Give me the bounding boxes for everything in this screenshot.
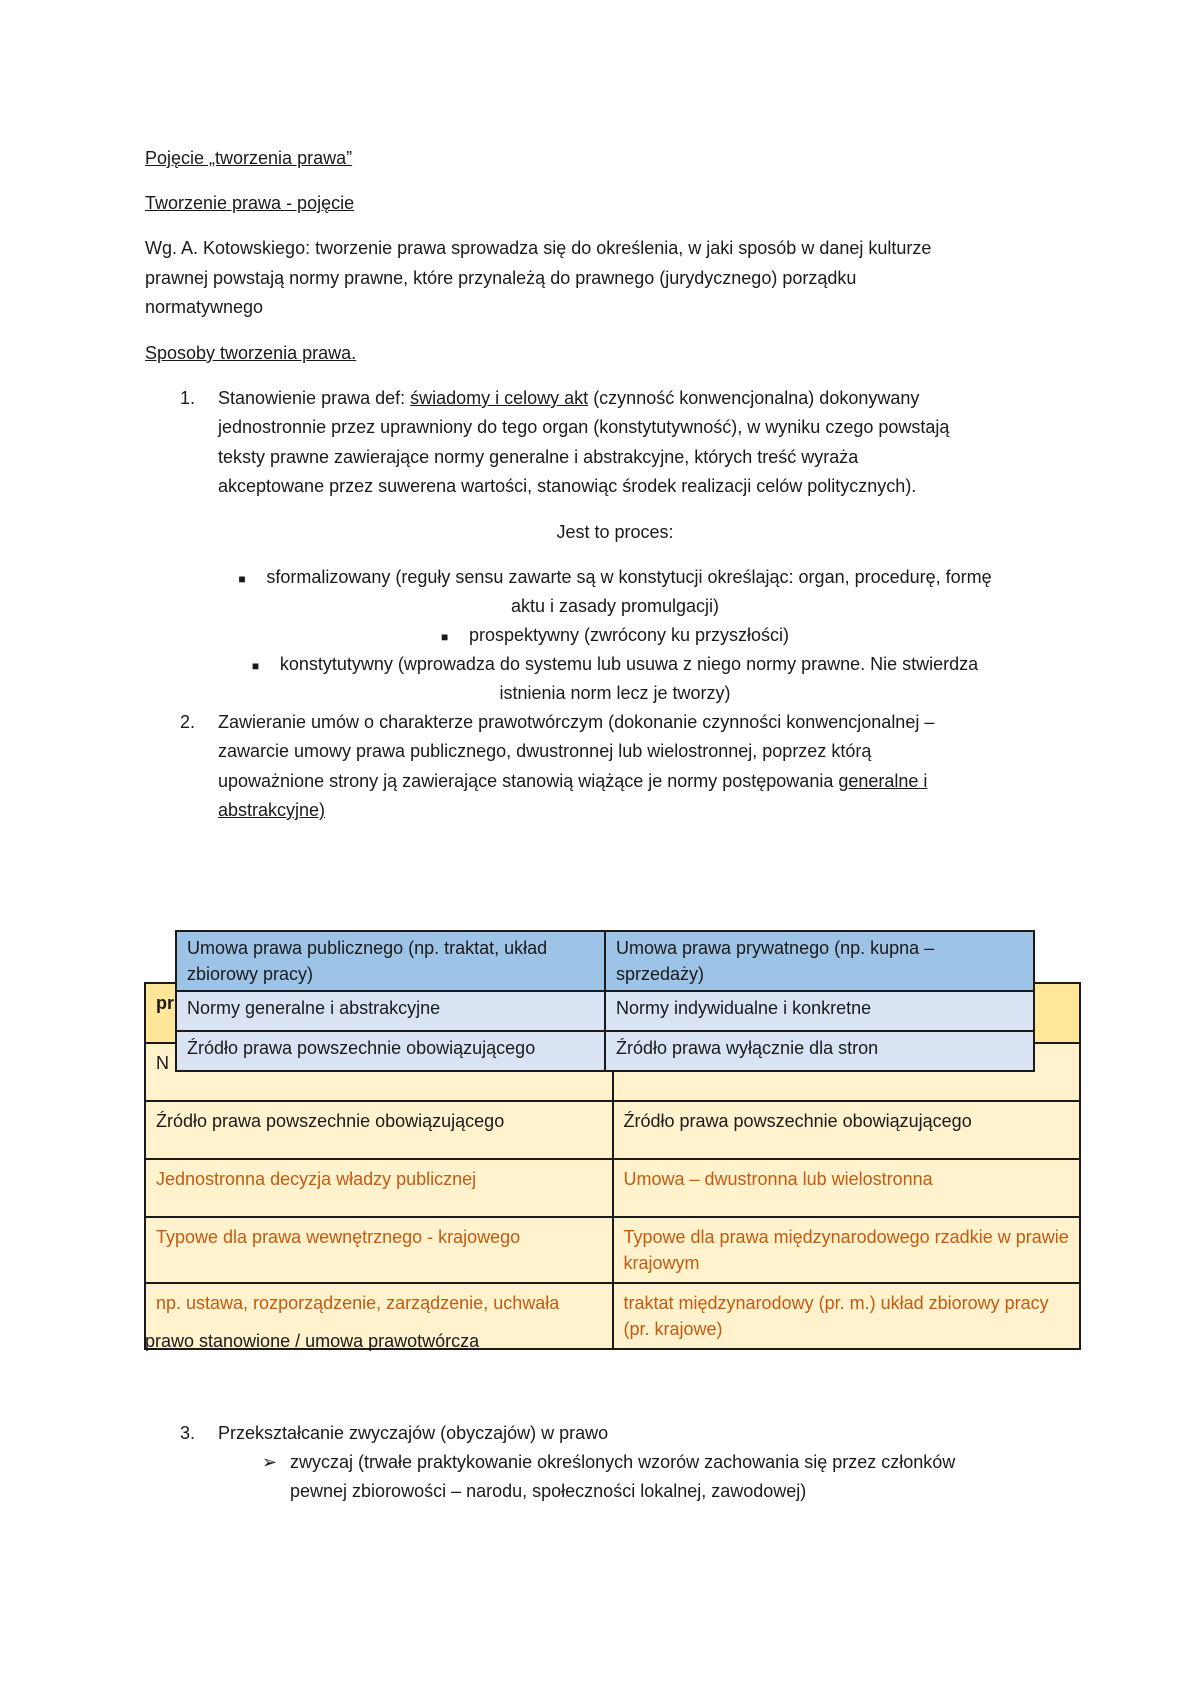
comparison-table-front <box>175 930 1035 1072</box>
item-2-line-3: upoważnione strony ją zawierające stanowią wiążące je normy postępowania generalne i <box>218 771 928 791</box>
item-1-line-1: Stanowienie prawa def: świadomy i celowy akt (czynność konwencjonalna) dokonywany <box>218 388 920 408</box>
bullet-icon: ■ <box>238 572 246 586</box>
page-title: Pojęcie „tworzenia prawa” <box>145 148 353 168</box>
back-cell: np. ustawa, rozporządzenie, zarządzenie, uchwała <box>145 1283 613 1349</box>
item-3-text: Przekształcanie zwyczajów (obyczajów) w prawo <box>218 1423 609 1443</box>
back-cell: Typowe dla prawa wewnętrznego - krajowego <box>145 1217 613 1283</box>
bullet-2: ■ prospektywny (zwrócony ku przyszłości) <box>145 624 1085 648</box>
back-cell: Typowe dla prawa międzynarodowego rzadkie w prawie krajowym <box>613 1217 1081 1283</box>
item-2-number: 2. <box>180 712 196 732</box>
front-cell: Źródło prawa wyłącznie dla stron <box>605 1031 1034 1071</box>
item-2-line-4: abstrakcyjne) <box>218 800 326 820</box>
front-cell: Źródło prawa powszechnie obowiązującego <box>176 1031 605 1071</box>
back-cell: traktat międzynarodowy (pr. m.) układ zbiorowy pracy (pr. krajowe) <box>613 1283 1081 1349</box>
arrow-bullet-icon: ➢ <box>262 1452 278 1472</box>
item-3-number: 3. <box>180 1423 196 1443</box>
back-cell: Jednostronna decyzja władzy publicznej <box>145 1159 613 1217</box>
front-cell: Normy generalne i abstrakcyjne <box>176 991 605 1031</box>
back-header-left: pr <box>145 983 613 1043</box>
back-cell: Źródło prawa powszechnie obowiązującego <box>613 1101 1081 1159</box>
table-caption: prawo stanowione / umowa prawotwórcza <box>145 1331 480 1351</box>
item-1-line-4: akceptowane przez suwerena wartości, stanowiąc środek realizacji celów politycznych). <box>218 476 917 496</box>
front-header-left: Umowa prawa publicznego (np. traktat, układ zbiorowy pracy) <box>176 931 605 991</box>
item-1-line-2: jednostronnie przez uprawniony do tego organ (konstytutywność), w wyniku czego powstają <box>218 417 950 437</box>
back-row-norms-left: N <box>145 1043 613 1101</box>
front-cell: Normy indywidualne i konkretne <box>605 991 1034 1031</box>
definition-line-3: normatywnego <box>145 297 264 317</box>
item-2-line-2: zawarcie umowy prawa publicznego, dwustronnej lub wielostronnej, poprzez którą <box>218 741 872 761</box>
section-subtitle: Tworzenie prawa - pojęcie <box>145 193 355 213</box>
front-header-right: Umowa prawa prywatnego (np. kupna – sprzedaży) <box>605 931 1034 991</box>
item-2-line-1: Zawieranie umów o charakterze prawotwórczym (dokonanie czynności konwencjonalnej – <box>218 712 935 732</box>
item-1-number: 1. <box>180 388 196 408</box>
back-cell: Umowa – dwustronna lub wielostronna <box>613 1159 1081 1217</box>
definition-line-2: prawnej powstają normy prawne, które przynależą do prawnego (jurydycznego) porządku <box>145 268 857 288</box>
bullet-3-line-2: istnienia norm lecz je tworzy) <box>499 683 731 703</box>
bullet-icon: ■ <box>251 659 260 673</box>
bullet-1-line-2: aktu i zasady promulgacji) <box>510 596 720 616</box>
item-1-line-3: teksty prawne zawierające normy generalne i abstrakcyjne, których treść wyraża <box>218 447 859 467</box>
methods-heading: Sposoby tworzenia prawa. <box>145 343 357 363</box>
item-3-sub-line-1: zwyczaj (trwałe praktykowanie określonych wzorów zachowania się przez członków <box>290 1452 956 1472</box>
item-3-sub-line-2: pewnej zbiorowości – narodu, społeczności lokalnej, zawodowej) <box>290 1481 807 1501</box>
bullet-1-line-1: ■ sformalizowany (reguły sensu zawarte są w konstytucji określając: organ, procedurę, formę <box>145 566 1085 590</box>
definition-line-1: Wg. A. Kotowskiego: tworzenie prawa sprowadza się do określenia, w jaki sposób w danej kulturze <box>145 238 932 258</box>
bullet-icon: ■ <box>440 630 449 644</box>
back-cell: Źródło prawa powszechnie obowiązującego <box>145 1101 613 1159</box>
bullet-3-line-1: ■ konstytutywny (wprowadza do systemu lub usuwa z niego normy prawne. Nie stwierdza <box>145 653 1085 677</box>
underlined-term: świadomy i celowy akt <box>410 388 589 408</box>
process-heading: Jest to proces: <box>556 522 674 542</box>
